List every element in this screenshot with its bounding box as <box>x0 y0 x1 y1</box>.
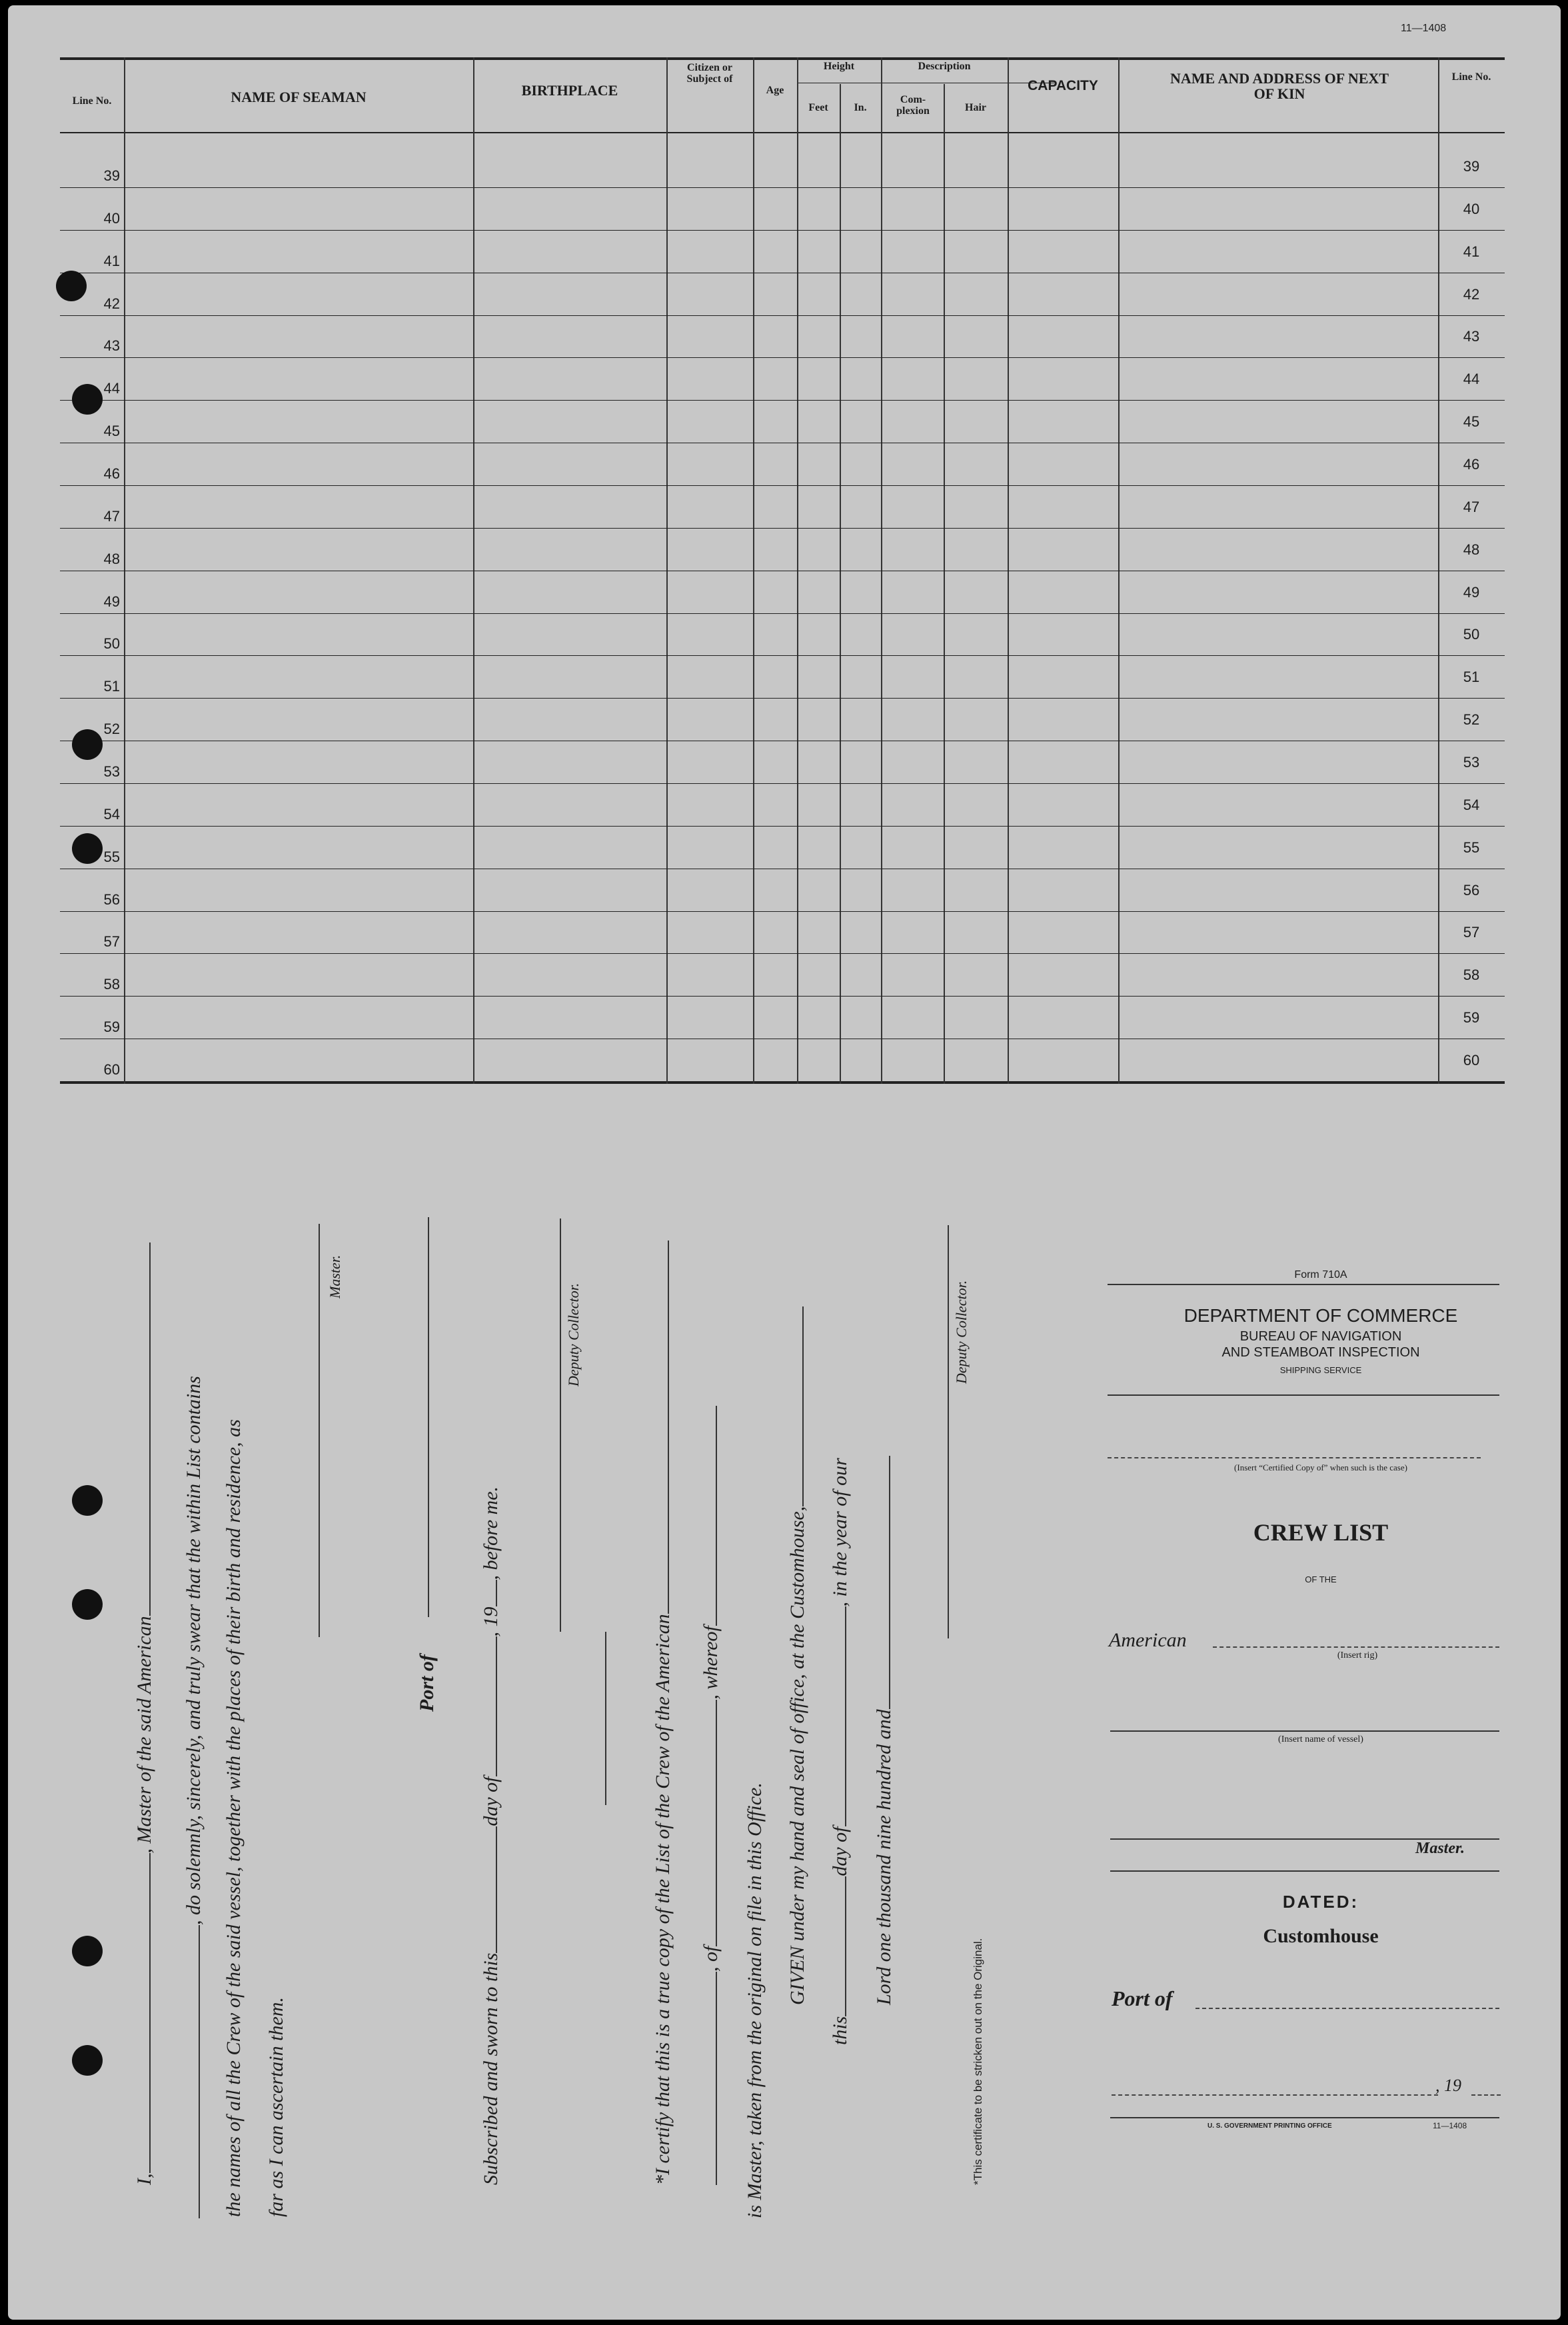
port-of-label: Port of <box>416 1654 438 1712</box>
line-number-left: 51 <box>103 678 120 695</box>
master-label: Master. <box>327 1254 343 1298</box>
line-number-left: 46 <box>103 465 120 482</box>
header-citizen: Citizen or Subject of <box>686 62 733 85</box>
line-number-left: 48 <box>103 550 120 567</box>
header-height: Height <box>823 61 855 72</box>
cover-nineteen: , 19 <box>1435 2076 1461 2095</box>
line-number-right: 53 <box>1463 754 1480 771</box>
this-day-line: thisday of, in the year of our <box>829 1458 851 2045</box>
header-next-of-kin: NAME AND ADDRESS OF NEXT OF KIN <box>1170 70 1389 103</box>
punch-hole <box>72 1589 103 1620</box>
punch-hole <box>72 2045 103 2076</box>
line-number-right: 51 <box>1463 669 1480 686</box>
header-line-no-right: Line No. <box>1451 71 1491 83</box>
whereof-blank-1[interactable] <box>716 1972 717 2185</box>
customhouse-blank[interactable] <box>802 1306 804 1506</box>
crew-list-page <box>8 5 1561 2320</box>
punch-hole <box>72 729 103 760</box>
given-month-blank[interactable] <box>845 1606 846 1826</box>
table-row-rule <box>60 613 1505 614</box>
header-description: Description <box>918 61 971 72</box>
lord-line: Lord one thousand nine hundred and <box>873 1456 896 2005</box>
line-number-left: 40 <box>103 209 120 227</box>
deputy-collector-label: Deputy Collector. <box>565 1282 582 1386</box>
oath-line-4: far as I can ascertain them. <box>265 1997 287 2217</box>
table-bottom-rule <box>60 1081 1505 1084</box>
table-row-rule <box>60 783 1505 784</box>
table-row-rule <box>60 485 1505 486</box>
vessel-name-line[interactable] <box>1110 1730 1499 1732</box>
line-number-left: 47 <box>103 507 120 525</box>
col-rule <box>840 84 841 1084</box>
table-row-rule <box>60 230 1505 231</box>
certificate-footnote: *This certificate to be stricken out on the Original. <box>972 1938 984 2185</box>
deputy-collector-2-signature-line[interactable] <box>948 1225 949 1638</box>
line-number-right: 42 <box>1463 285 1480 303</box>
header-name-of-seaman: NAME OF SEAMAN <box>231 89 367 105</box>
line-number-right: 43 <box>1463 328 1480 345</box>
punch-hole <box>56 271 87 301</box>
cover-rule <box>1110 1870 1499 1873</box>
line-number-left: 50 <box>103 635 120 653</box>
department-name: DEPARTMENT OF COMMERCE <box>1183 1305 1458 1326</box>
cover-date-blank[interactable] <box>1112 2094 1438 2096</box>
line-number-right: 57 <box>1463 924 1480 941</box>
header-bottom-rule <box>60 132 1505 133</box>
given-line: GIVEN under my hand and seal of office, at the Customhouse, <box>786 1306 809 2005</box>
table-row-rule <box>60 911 1505 912</box>
certify-vessel-blank[interactable] <box>668 1240 669 1614</box>
deputy-collector-2-label: Deputy Collector. <box>953 1280 970 1384</box>
sworn-year-blank[interactable] <box>496 1580 497 1606</box>
line-number-left: 60 <box>103 1061 120 1078</box>
year-blank[interactable] <box>889 1456 890 1709</box>
header-age: Age <box>766 85 784 96</box>
line-number-left: 52 <box>103 721 120 738</box>
sworn-month-blank[interactable] <box>496 1636 497 1776</box>
table-row-rule <box>60 655 1505 656</box>
vessel-name-blank[interactable] <box>149 1242 151 1616</box>
punch-hole <box>72 384 103 415</box>
table-row-rule <box>60 953 1505 954</box>
line-number-left: 57 <box>103 933 120 951</box>
line-number-left: 45 <box>103 423 120 440</box>
line-number-left: 49 <box>103 593 120 610</box>
whereof-blank-3[interactable] <box>716 1406 717 1626</box>
line-number-left: 59 <box>103 1019 120 1036</box>
header-feet: Feet <box>808 102 828 113</box>
master-signature-line[interactable] <box>319 1224 320 1637</box>
punch-hole <box>72 1485 103 1516</box>
line-number-right: 54 <box>1463 796 1480 813</box>
line-number-right: 49 <box>1463 583 1480 601</box>
customhouse-label: Customhouse <box>1263 1925 1379 1947</box>
form-code-top: 11—1408 <box>1401 23 1447 34</box>
whereof-line: , of, whereof <box>700 1406 722 2185</box>
col-rule <box>944 84 945 1084</box>
header-capacity: CAPACITY <box>1028 78 1098 93</box>
line-number-left: 58 <box>103 976 120 993</box>
header-birthplace: BIRTHPLACE <box>521 82 618 99</box>
table-row-rule <box>60 996 1505 997</box>
insert-rig-note: (Insert rig) <box>1337 1650 1378 1660</box>
dated-label: DATED: <box>1282 1892 1359 1912</box>
line-number-right: 40 <box>1463 200 1480 217</box>
header-complexion: Com-plexion <box>896 94 930 117</box>
bureau-line-1: BUREAU OF NAVIGATION <box>1239 1329 1402 1344</box>
punch-hole <box>72 1936 103 1966</box>
cover-rule <box>1108 1394 1499 1396</box>
cover-port-blank[interactable] <box>1195 2008 1499 2009</box>
table-row-rule <box>60 698 1505 699</box>
whereof-blank-2[interactable] <box>716 1700 717 1946</box>
line-number-right: 46 <box>1463 456 1480 473</box>
shipping-service: SHIPPING SERVICE <box>1279 1365 1362 1375</box>
of-the-label: OF THE <box>1305 1574 1337 1584</box>
line-number-right: 45 <box>1463 413 1480 431</box>
sworn-day-blank[interactable] <box>496 1826 497 1953</box>
table-row-rule <box>60 357 1505 358</box>
line-number-left: 55 <box>103 848 120 865</box>
table-row-rule <box>60 400 1505 401</box>
table-row-rule <box>60 826 1505 827</box>
table-row-rule <box>60 528 1505 529</box>
given-day-blank[interactable] <box>845 1876 846 2016</box>
insert-certified-note: (Insert “Certified Copy of” when such is the case) <box>1234 1462 1407 1472</box>
table-row-rule <box>60 315 1505 316</box>
line-number-right: 44 <box>1463 371 1480 388</box>
line-number-left: 39 <box>103 167 120 184</box>
form-number: Form 710A <box>1294 1269 1347 1280</box>
cover-bottom-rule <box>1110 2117 1499 2120</box>
header-hair: Hair <box>965 102 986 113</box>
header-line-no: Line No. <box>72 95 112 107</box>
american-label: American <box>1109 1629 1187 1651</box>
line-number-right: 50 <box>1463 626 1480 643</box>
line-number-right: 41 <box>1463 243 1480 260</box>
line-number-left: 41 <box>103 252 120 269</box>
oath-line-1: I,, Master of the said American <box>133 1242 156 2185</box>
punch-hole <box>72 833 103 864</box>
line-number-right: 39 <box>1463 158 1480 175</box>
table-top-rule <box>60 57 1505 60</box>
vessel-name-blank-2[interactable] <box>199 1925 200 2218</box>
certified-copy-blank[interactable] <box>1108 1457 1481 1458</box>
cover-form-code: 11—1408 <box>1433 2121 1467 2130</box>
divider-rule <box>605 1632 606 1805</box>
cover-rule <box>1108 1284 1499 1285</box>
line-number-left: 44 <box>103 380 120 397</box>
line-number-right: 48 <box>1463 541 1480 558</box>
line-number-left: 53 <box>103 763 120 780</box>
line-number-left: 54 <box>103 805 120 823</box>
line-number-right: 59 <box>1463 1009 1480 1027</box>
cover-year-blank[interactable] <box>1471 2094 1501 2096</box>
line-number-right: 60 <box>1463 1052 1480 1069</box>
bureau-line-2: AND STEAMBOAT INSPECTION <box>1221 1345 1420 1360</box>
header-in: In. <box>854 102 867 113</box>
line-number-right: 55 <box>1463 839 1480 856</box>
printer-imprint: U. S. GOVERNMENT PRINTING OFFICE <box>1207 2122 1332 2130</box>
oath-line-2: , do solemnly, sincerely, and truly swear that the within List contains <box>183 1376 205 2218</box>
line-number-right: 56 <box>1463 881 1480 899</box>
is-master-line: is Master, taken from the original on file in this Office. <box>744 1782 766 2218</box>
subscribed-line: Subscribed and sworn to thisday of, 19, before me. <box>480 1486 502 2185</box>
line-number-right: 58 <box>1463 967 1480 984</box>
oath-line-3: the names of all the Crew of the said vessel, together with the places of their birth and residence, as <box>223 1419 245 2217</box>
line-number-left: 42 <box>103 295 120 312</box>
port-of-line[interactable] <box>428 1217 429 1617</box>
crew-list-title: CREW LIST <box>1253 1519 1389 1546</box>
deputy-collector-signature-line[interactable] <box>560 1218 561 1632</box>
cover-port-of-label: Port of <box>1112 1986 1173 2010</box>
certify-line: *I certify that this is a true copy of the List of the Crew of the American <box>652 1240 674 2185</box>
master-name-blank[interactable] <box>149 1854 151 2174</box>
rig-blank[interactable] <box>1213 1646 1499 1648</box>
line-number-right: 47 <box>1463 498 1480 515</box>
crew-table <box>60 57 1505 1088</box>
insert-vessel-note: (Insert name of vessel) <box>1278 1734 1363 1744</box>
line-number-left: 56 <box>103 891 120 908</box>
cover-master-label: Master. <box>1415 1840 1465 1857</box>
table-row-rule <box>60 187 1505 188</box>
line-number-right: 52 <box>1463 711 1480 729</box>
line-number-left: 43 <box>103 337 120 355</box>
